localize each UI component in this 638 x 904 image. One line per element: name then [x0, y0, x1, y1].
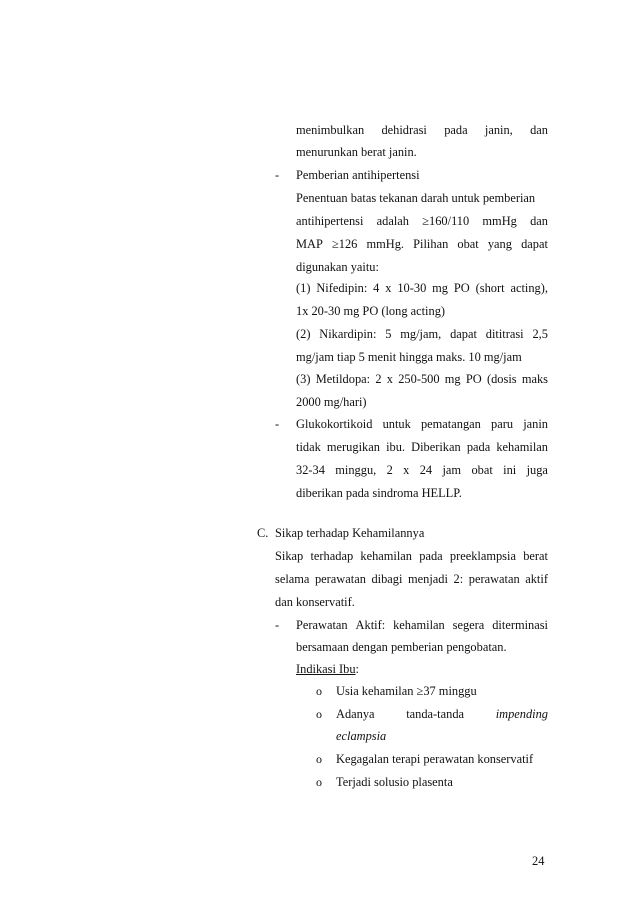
word: dapat: [450, 327, 477, 341]
word: Pilihan: [413, 237, 449, 251]
glukokortikoid-line4: diberikan pada sindroma HELLP.: [296, 486, 462, 500]
word: (short: [475, 281, 505, 295]
word: 5: [385, 327, 392, 341]
section-c-heading: Sikap terhadap Kehamilannya: [275, 526, 425, 540]
indikasi-ibu-colon: :: [355, 662, 359, 676]
word: mg/jam,: [400, 327, 442, 341]
bullet-icon: o: [316, 752, 322, 766]
word: (1): [296, 281, 311, 295]
word: diterminasi: [492, 618, 548, 632]
word: Nifedipin:: [316, 281, 368, 295]
word: yang: [487, 237, 512, 251]
word: 250-500: [398, 372, 440, 386]
word: untuk: [382, 417, 411, 431]
list-dash: -: [275, 417, 280, 431]
word: dan: [530, 214, 548, 228]
section-c-intro-line1: [275, 548, 548, 564]
word: menjadi: [408, 572, 448, 586]
word: aktif: [525, 572, 548, 586]
word: ini: [503, 463, 517, 477]
word: Aktif:: [355, 618, 386, 632]
text-line-menimbulkan: [296, 122, 548, 138]
word: MAP: [296, 237, 323, 251]
antihipertensi-p1-line2: [296, 213, 548, 229]
indikasi-ibu-label: [296, 661, 359, 677]
word: merugikan: [326, 440, 380, 454]
word: obat: [471, 463, 493, 477]
word: pada: [466, 440, 491, 454]
word: Diberikan: [411, 440, 461, 454]
option-metildopa-line1: [296, 371, 548, 387]
word: terhadap: [310, 549, 354, 563]
antihipertensi-p1-line3: [296, 236, 548, 252]
word: juga: [526, 463, 548, 477]
option-nifedipin-line2: 1x 20-30 mg PO (long acting): [296, 304, 446, 318]
word: berat: [523, 549, 548, 563]
glukokortikoid-line3: [296, 462, 548, 478]
glukokortikoid-line2: [296, 439, 548, 455]
word: Nikardipin:: [319, 327, 377, 341]
word: x: [403, 463, 410, 477]
word: 2: [386, 463, 393, 477]
word: kehamilan: [360, 549, 412, 563]
word: dehidrasi: [381, 123, 427, 137]
word: dan: [530, 123, 548, 137]
word: mmHg.: [366, 237, 405, 251]
word: selama: [275, 572, 310, 586]
word: 32-34: [296, 463, 325, 477]
section-c-intro-line3: dan konservatif.: [275, 595, 355, 609]
word: perawatan: [314, 572, 366, 586]
word: Metildopa:: [315, 372, 371, 386]
word: obat: [457, 237, 479, 251]
word: perawatan: [468, 572, 520, 586]
word: Sikap: [275, 549, 304, 563]
word: adalah: [376, 214, 410, 228]
section-c-intro-line2: [275, 571, 548, 587]
word-impending: impending: [495, 707, 548, 721]
word: PO: [453, 281, 470, 295]
word: (2): [296, 327, 311, 341]
word-adanya: Adanya: [336, 707, 375, 721]
indikasi-item-solusio: Terjadi solusio plasenta: [336, 775, 453, 789]
option-nifedipin-line1: [296, 280, 548, 296]
word: janin: [523, 417, 548, 431]
word: mg: [444, 372, 461, 386]
indikasi-item-usia: Usia kehamilan ≥37 minggu: [336, 684, 477, 698]
word: preeklampsia: [449, 549, 516, 563]
bullet-icon: o: [316, 707, 322, 721]
word: jam: [442, 463, 462, 477]
word: ≥126: [331, 237, 358, 251]
option-nikardipin-line2: mg/jam tiap 5 menit hingga maks. 10 mg/jam: [296, 350, 522, 364]
page-number: 24: [532, 854, 545, 868]
word: pada: [444, 123, 468, 137]
word: x: [386, 372, 393, 386]
word: antihipertensi: [296, 214, 364, 228]
word: ≥160/110: [422, 214, 470, 228]
perawatan-aktif-line1: [296, 617, 548, 633]
option-metildopa-line2: 2000 mg/hari): [296, 395, 367, 409]
word: segera: [452, 618, 485, 632]
word: 4: [373, 281, 380, 295]
word: paru: [491, 417, 514, 431]
list-dash: -: [275, 618, 280, 632]
text-line-menurunkan: menurunkan berat janin.: [296, 145, 417, 159]
bullet-icon: o: [316, 684, 322, 698]
word: 2:: [453, 572, 464, 586]
word: janin,: [484, 123, 513, 137]
option-nikardipin-line1: [296, 326, 548, 342]
word: (3): [296, 372, 311, 386]
antihipertensi-title: Pemberian antihipertensi: [296, 168, 420, 182]
list-dash: -: [275, 168, 280, 182]
word: dibagi: [371, 572, 403, 586]
word: dititrasi: [485, 327, 524, 341]
antihipertensi-p1-line1: Penentuan batas tekanan darah untuk pemberian: [296, 191, 536, 205]
indikasi-item-eclampsia: eclampsia: [336, 729, 387, 743]
word: pematangan: [420, 417, 481, 431]
word: 10-30: [397, 281, 427, 295]
word: 2: [375, 372, 382, 386]
word: 2,5: [532, 327, 548, 341]
word: dapat: [521, 237, 548, 251]
word: Perawatan: [296, 618, 348, 632]
word: menimbulkan: [296, 123, 365, 137]
word: kehamilan: [393, 618, 445, 632]
section-c-marker: C.: [257, 526, 269, 540]
word: tidak: [296, 440, 321, 454]
indikasi-item-adanya: [336, 706, 548, 722]
word: (dosis: [486, 372, 517, 386]
perawatan-aktif-line2: bersamaan dengan pemberian pengobatan.: [296, 640, 507, 654]
word: x: [385, 281, 392, 295]
antihipertensi-p1-line4: digunakan yaitu:: [296, 260, 379, 274]
glukokortikoid-line1: [296, 416, 548, 432]
word: kehamilan: [496, 440, 548, 454]
word: minggu,: [335, 463, 377, 477]
indikasi-item-kegagalan: Kegagalan terapi perawatan konservatif: [336, 752, 534, 766]
word: mg: [432, 281, 449, 295]
word: 24: [419, 463, 433, 477]
word: ibu.: [386, 440, 405, 454]
word: Glukokortikoid: [296, 417, 373, 431]
word-tanda-tanda: tanda-tanda: [406, 707, 465, 721]
word: maks: [521, 372, 548, 386]
word: pada: [419, 549, 443, 563]
indikasi-ibu-text: Indikasi Ibu: [296, 662, 356, 676]
word: acting),: [510, 281, 548, 295]
word: PO: [465, 372, 482, 386]
bullet-icon: o: [316, 775, 322, 789]
word: mmHg: [482, 214, 517, 228]
